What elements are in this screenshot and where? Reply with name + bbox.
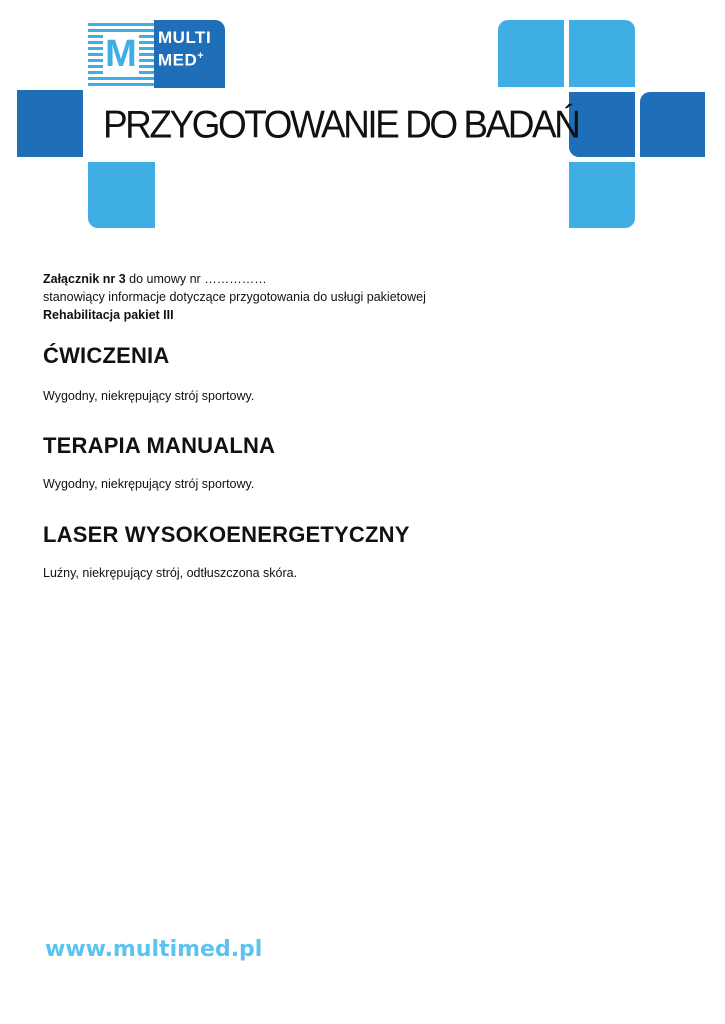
logo-letter: M (103, 34, 139, 74)
logo-plus-icon: + (197, 50, 205, 62)
banner-title: PRZYGOTOWANIE DO BADAŃ (103, 102, 579, 146)
section-text-laser: Luźny, niekrępujący strój, odtłuszczona skóra. (43, 566, 298, 580)
section-title-laser: LASER WYSOKOENERGETYCZNY (43, 522, 410, 547)
section-title-cwiczenia: ĆWICZENIA (43, 343, 170, 368)
document-meta (43, 270, 683, 324)
header-block-right-mid1 (569, 92, 635, 157)
section-title-terapia: TERAPIA MANUALNA (43, 433, 276, 458)
header-block-left (17, 90, 83, 157)
multimed-logo (88, 20, 225, 88)
header-block-right-top (498, 20, 564, 87)
header-block-right-upper (569, 20, 635, 87)
meta-contract-ref: do umowy nr …………… (125, 272, 267, 286)
meta-line-2: stanowiący informacje dotyczące przygotowania do usługi pakietowej (43, 290, 426, 304)
meta-line-1 (43, 270, 683, 288)
header-block-right-mid2 (640, 92, 705, 157)
header-block-left-bottom (88, 162, 155, 228)
section-text-cwiczenia: Wygodny, niekrępujący strój sportowy. (43, 389, 255, 403)
section-text-terapia: Wygodny, niekrępujący strój sportowy. (43, 477, 255, 491)
meta-attachment-label: Załącznik nr 3 (43, 272, 126, 286)
meta-line-3: Rehabilitacja pakiet III (43, 308, 174, 322)
logo-line-2: MED+ (158, 50, 205, 70)
header-block-right-bottom (569, 162, 635, 228)
footer-website-link[interactable]: www.multimed.pl (45, 937, 263, 962)
logo-mark (88, 20, 154, 88)
logo-text (158, 28, 211, 70)
logo-line-1: MULTI (158, 28, 212, 47)
